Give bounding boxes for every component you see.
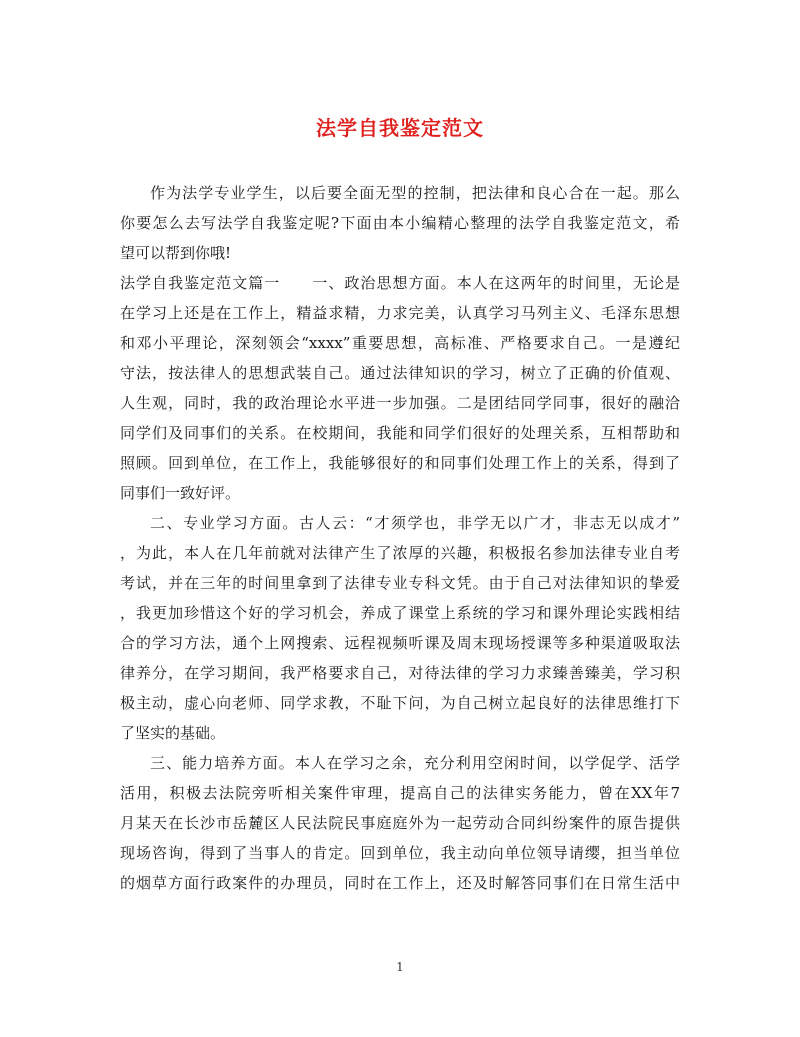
text-line: 你要怎么去写法学自我鉴定呢?下面由本小编精心整理的法学自我鉴定范文，希 <box>120 214 680 232</box>
text-line: 守法，按法律人的思想武装自己。通过法律知识的学习，树立了正确的价值观、 <box>120 364 680 382</box>
text-line: 考试，并在三年的时间里拿到了法律专业专科文凭。由于自己对法律知识的挚爱 <box>120 574 680 592</box>
text-line: 三、能力培养方面。本人在学习之余，充分利用空闲时间，以学促学、活学 <box>150 754 680 772</box>
text-line: 极主动，虚心向老师、同学求教，不耻下问，为自己树立起良好的法律思维打下 <box>120 694 680 712</box>
text-line: 人生观，同时，我的政治理论水平进一步加强。二是团结同学同事，很好的融洽 <box>120 394 680 412</box>
text-line: 月某天在长沙市岳麓区人民法院民事庭庭外为一起劳动合同纠纷案件的原告提供 <box>120 814 680 832</box>
text-line: 现场咨询，得到了当事人的肯定。回到单位，我主动向单位领导请缨，担当单位 <box>120 844 680 862</box>
text-line: 法学自我鉴定范文篇一 一、政治思想方面。本人在这两年的时间里，无论是 <box>120 274 680 292</box>
text-line: ，我更加珍惜这个好的学习机会，养成了课堂上系统的学习和课外理论实践相结 <box>120 604 680 622</box>
text-line: 二、专业学习方面。古人云：“才须学也，非学无以广才，非志无以成才” <box>150 514 680 532</box>
text-line: 照顾。回到单位，在工作上，我能够很好的和同事们处理工作上的关系，得到了 <box>120 454 680 472</box>
text-line: 和邓小平理论，深刻领会“xxxx”重要思想，高标准、严格要求自己。一是遵纪 <box>120 334 680 352</box>
text-line: 同事们一致好评。 <box>120 484 241 502</box>
text-line: 活用，积极去法院旁听相关案件审理，提高自己的法律实务能力，曾在XX年7 <box>120 784 680 802</box>
page-number: 1 <box>396 960 404 974</box>
text-line: 的烟草方面行政案件的办理员，同时在工作上，还及时解答同事们在日常生活中 <box>120 874 680 892</box>
document-title: 法学自我鉴定范文 <box>316 116 484 140</box>
text-line: 同学们及同事们的关系。在校期间，我能和同学们很好的处理关系，互相帮助和 <box>120 424 680 442</box>
document-body <box>120 178 680 898</box>
text-line: ，为此，本人在几年前就对法律产生了浓厚的兴趣，积极报名参加法律专业自考 <box>120 544 680 562</box>
text-line: 望可以帮到你哦! <box>120 244 232 262</box>
text-line: 了坚实的基础。 <box>120 724 226 742</box>
text-line: 律养分，在学习期间，我严格要求自己，对待法律的学习力求臻善臻美，学习积 <box>120 664 680 682</box>
text-line: 在学习上还是在工作上，精益求精，力求完美，认真学习马列主义、毛泽东思想 <box>120 304 680 322</box>
text-line: 合的学习方法，通个上网搜索、远程视频听课及周末现场授课等多种渠道吸取法 <box>120 634 680 652</box>
text-line: 作为法学专业学生，以后要全面无型的控制，把法律和良心合在一起。那么 <box>150 184 680 202</box>
